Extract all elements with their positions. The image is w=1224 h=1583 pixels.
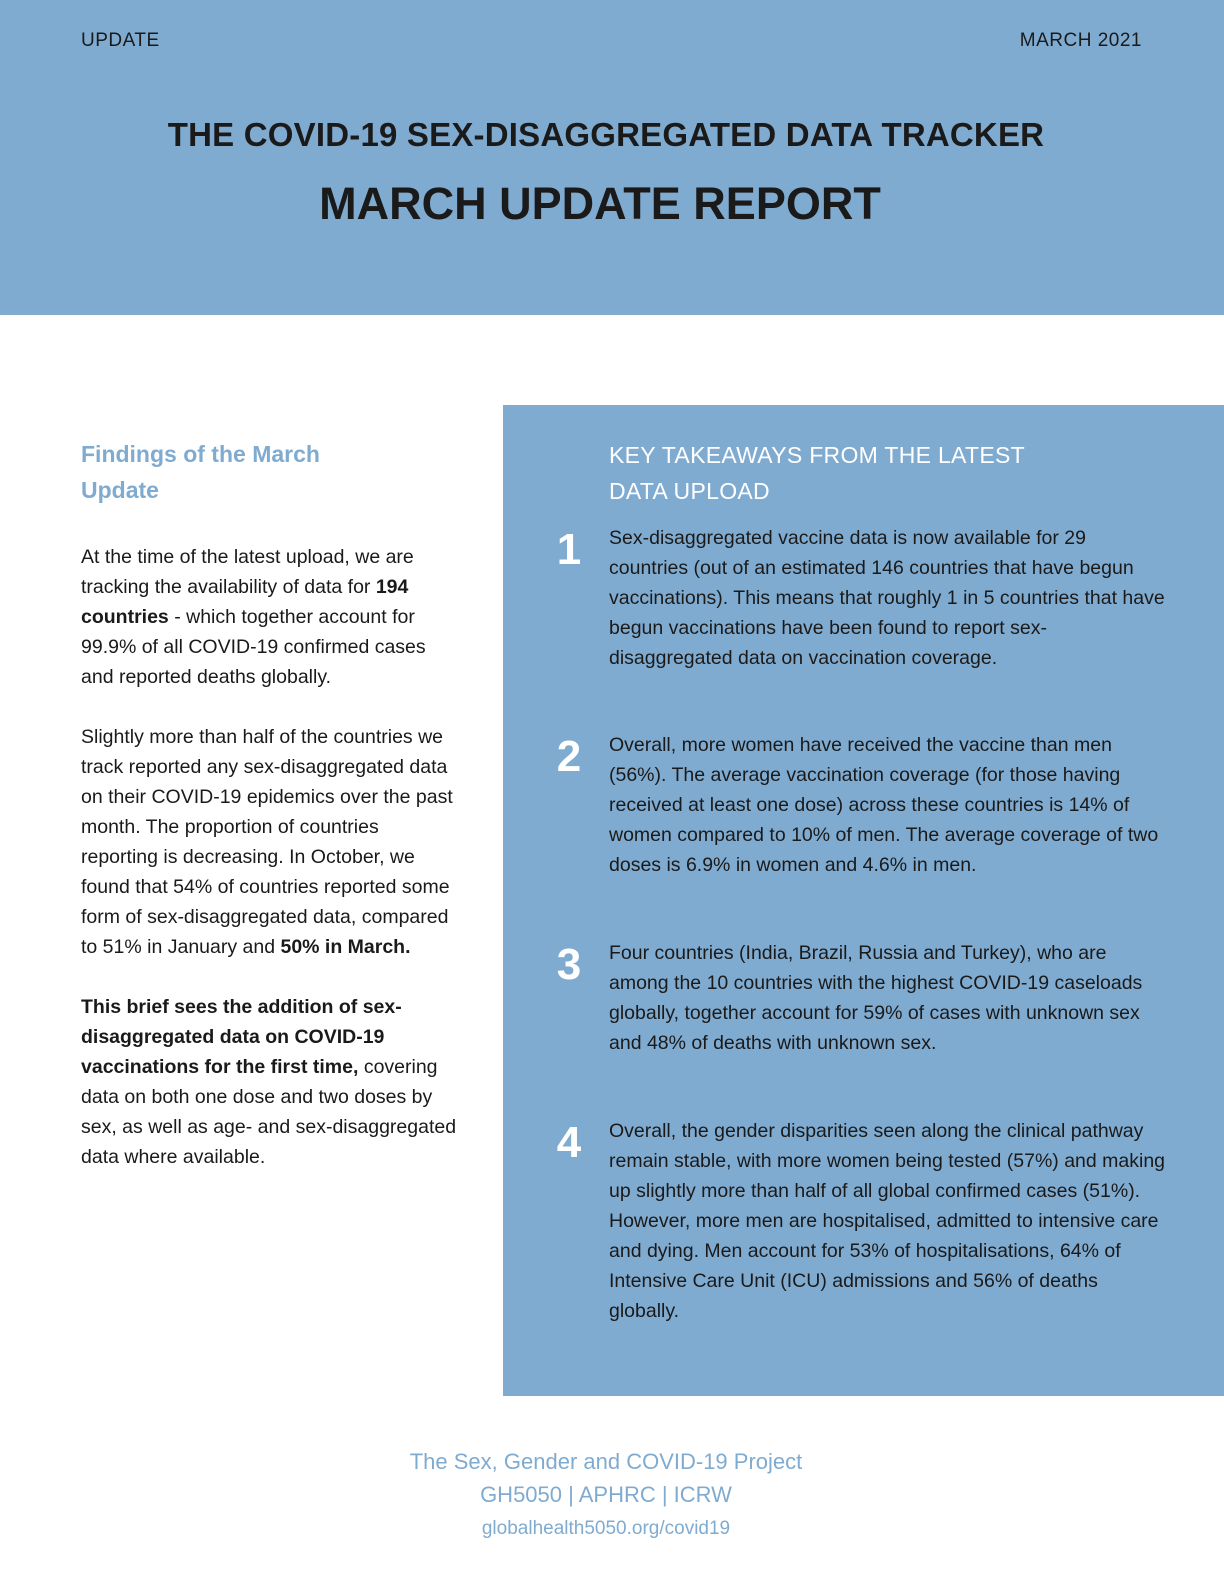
report-subtitle: MARCH UPDATE REPORT: [319, 178, 881, 229]
takeaway-text: Sex-disaggregated vaccine data is now available for 29 countries (out of an estimated 146 countries that have begun vaccinations). This means that roughly 1 in 5 countries that have begun vaccinations have been found to report sex-disaggregated data on vaccination coverage.: [609, 527, 1165, 669]
header-banner: [0, 0, 1224, 315]
p3-text-b: covering data on both one dose and two doses by sex, as well as age- and sex-disaggregated data where available.: [81, 1056, 457, 1168]
findings-paragraph-3: [81, 992, 461, 1172]
p1-text-c: - which together account for 99.9% of all COVID-19 confirmed cases and reported deaths globally.: [81, 606, 426, 688]
footer-url[interactable]: globalhealth5050.org/covid19: [481, 1518, 731, 1539]
takeaway-text: Four countries (India, Brazil, Russia and Turkey), who are among the 10 countries with the highest COVID-19 caseloads globally, together account for 59% of cases with unknown sex and 48% of deaths with unknown sex.: [609, 942, 1143, 1054]
date-label: MARCH 2021: [1019, 30, 1142, 51]
findings-section: [81, 436, 461, 1202]
takeaway-number: 3: [556, 940, 582, 989]
takeaway-number: 4: [556, 1118, 582, 1167]
update-label: UPDATE: [81, 30, 160, 51]
findings-paragraph-2: [81, 722, 461, 962]
p1-text-a: At the time of the latest upload, we are tracking the availability of data for: [81, 546, 414, 598]
p1-highlight: 194 countries: [81, 576, 409, 628]
takeaways-heading: KEY TAKEAWAYS FROM THE LATEST DATA UPLOAD: [609, 442, 1025, 504]
p2-highlight: 50% in March.: [280, 936, 411, 958]
findings-heading: Findings of the March Update: [81, 441, 320, 503]
findings-paragraph-1: [81, 542, 461, 692]
key-takeaways-panel: [503, 405, 1224, 1396]
report-title: THE COVID-19 SEX-DISAGGREGATED DATA TRACKER: [167, 116, 1045, 153]
takeaway-number: 1: [556, 525, 582, 574]
takeaway-text: Overall, the gender disparities seen along the clinical pathway remain stable, with more women being tested (57%) and making up slightly more than half of all global confirmed cases (51%). However, more men are hospitalised, admitted to intensive care and dying. Men account for 53% of hospitalisations, 64% of Intensive Care Unit (ICU) admissions and 56% of deaths globally.: [609, 1120, 1166, 1322]
p3-highlight: This brief sees the addition of sex-disaggregated data on COVID-19 vaccinations for the first time,: [81, 996, 402, 1078]
takeaway-number: 2: [556, 732, 582, 781]
footer-partners: GH5050 | APHRC | ICRW: [480, 1482, 732, 1507]
p2-text-a: Slightly more than half of the countries we track reported any sex-disaggregated data on their COVID-19 epidemics over the past month. The proportion of countries reporting is decreasing. In October, we found that 54% of countries reported some form of sex-disaggregated data, compared to 51% in January and: [81, 726, 453, 958]
takeaway-text: Overall, more women have received the vaccine than men (56%). The average vaccination coverage (for those having received at least one dose) across these countries is 14% of women compared to 10% of men. The average coverage of two doses is 6.9% in women and 4.6% in men.: [609, 734, 1159, 876]
footer-project: The Sex, Gender and COVID-19 Project: [409, 1449, 803, 1474]
